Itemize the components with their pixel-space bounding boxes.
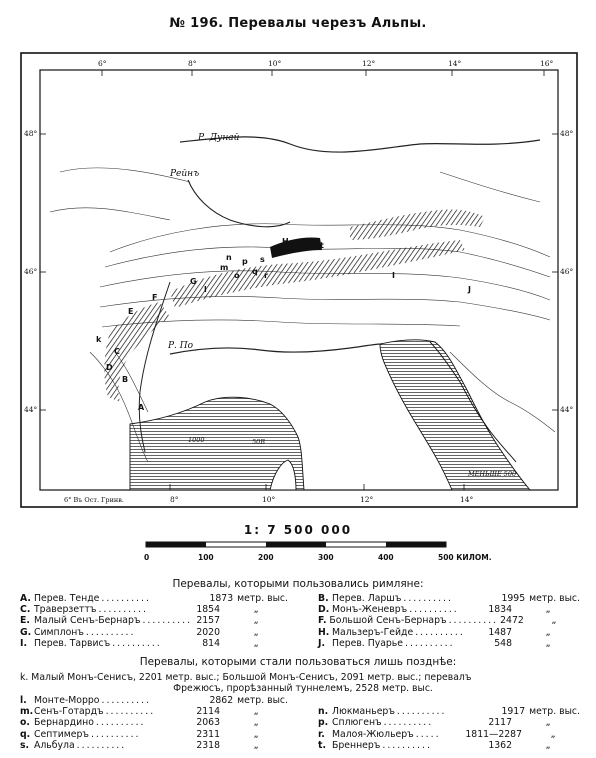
pass-letter-E: E xyxy=(128,307,134,316)
grid-bottom-2: 10° xyxy=(262,495,276,504)
pass-letter-B: B xyxy=(122,375,129,384)
scale-tick-300: 300 xyxy=(318,553,334,562)
grid-left-2: 44° xyxy=(24,405,38,414)
pass-letter-l: l xyxy=(204,285,207,294)
grid-right-1: 46° xyxy=(560,267,574,276)
list-item: l. Монте-Морро .......... 2862 метр. выс. xyxy=(20,695,288,706)
depth-label-1000: 1000 xyxy=(188,436,205,444)
list-item: r. Малоя-Жюльеръ ..... 1811—2287 „ xyxy=(318,728,556,740)
river-label-rhine: Рейнъ xyxy=(170,169,200,179)
pass-letter-r: r xyxy=(264,271,268,280)
grid-bottom-4: 14° xyxy=(460,495,474,504)
list-item: A. Перев. Тенде .......... 1873 метр. выс. xyxy=(20,593,288,604)
list-item: E. Малый Сенъ-Бернаръ .......... 2157 „ xyxy=(20,615,259,627)
pass-letter-H: H xyxy=(282,237,289,246)
section1-left-list xyxy=(20,593,288,649)
grid-bottom-3: 12° xyxy=(360,495,374,504)
list-item: t. Бреннеръ .......... 1362 „ xyxy=(318,739,551,751)
note-line-1: k. Малый Монъ-Сенисъ, 2201 метр. выс.; Большой Монъ-Сенисъ, 2091 метр. выс.; перевалъ xyxy=(20,672,472,683)
pass-letter-I: I xyxy=(392,271,395,280)
list-item: D. Монъ-Женевръ .......... 1834 „ xyxy=(318,604,551,616)
list-item: C. Траверзеттъ .......... 1854 „ xyxy=(20,604,259,616)
section2-note xyxy=(20,672,586,694)
list-item: o. Бернардино .......... 2063 „ xyxy=(20,717,259,729)
list-item: m. Сенъ-Готардъ .......... 2114 „ xyxy=(20,706,259,718)
alps-map xyxy=(20,52,578,508)
grid-right-0: 48° xyxy=(560,129,574,138)
scale-tick-500: 500 КИЛОМ. xyxy=(438,553,492,562)
list-item: J. Перев. Пуарье .......... 548 „ xyxy=(318,637,551,649)
section1-right-list xyxy=(318,593,580,649)
list-item: F. Большой Сенъ-Бернаръ .......... 2472 „ xyxy=(318,615,557,627)
list-item: B. Перев. Ларшъ .......... 1995 метр. выс. xyxy=(318,593,580,604)
river-label-po: Р. По xyxy=(168,341,194,351)
pass-letter-p: p xyxy=(242,257,248,266)
scale-ratio: 1: 7 500 000 xyxy=(243,523,353,537)
scale-bar xyxy=(138,538,498,572)
pass-letter-n: n xyxy=(226,253,232,262)
grid-top-2: 10° xyxy=(268,59,282,68)
depth-label-less-500: МЕНЬШЕ 500 xyxy=(468,470,517,478)
scale-tick-0: 0 xyxy=(144,553,150,562)
section2-left-list xyxy=(20,695,288,751)
pass-letter-k: k xyxy=(96,335,102,344)
pass-letter-m: m xyxy=(220,263,229,272)
pass-letter-A: A xyxy=(138,403,145,412)
grid-top-3: 12° xyxy=(362,59,376,68)
list-item: q. Септимеръ .......... 2311 „ xyxy=(20,728,259,740)
pass-letter-q: q xyxy=(252,267,258,276)
section2-title: Перевалы, которыми стали пользоваться лишь позднѣе: xyxy=(139,656,457,668)
pass-letter-s: s xyxy=(260,255,265,264)
river-label-danube: Р. Дунай xyxy=(198,133,240,143)
list-item xyxy=(318,695,580,706)
grid-bottom-1: 8° xyxy=(170,495,179,504)
pass-letter-D: D xyxy=(106,363,113,372)
list-item: s. Альбула .......... 2318 „ xyxy=(20,739,259,751)
list-item: n. Люкманьеръ .......... 1917 метр. выс. xyxy=(318,706,580,718)
pass-letter-J: J xyxy=(468,285,471,294)
grid-left-1: 46° xyxy=(24,267,38,276)
list-item: p. Сплюгенъ .......... 2117 „ xyxy=(318,717,551,729)
section2-right-list xyxy=(318,695,580,751)
grid-top-4: 14° xyxy=(448,59,462,68)
list-item: H. Мальзеръ-Гейде .......... 1487 „ xyxy=(318,626,551,638)
grid-top-0: 6° xyxy=(98,59,107,68)
grid-top-5: 16° xyxy=(540,59,554,68)
section1-title: Перевалы, которыми пользовались римляне: xyxy=(172,578,424,590)
scale-tick-200: 200 xyxy=(258,553,274,562)
pass-letter-o: o xyxy=(234,271,240,280)
grid-top-1: 8° xyxy=(188,59,197,68)
grid-right-2: 44° xyxy=(560,405,574,414)
page-title: № 196. Перевалы черезъ Альпы. xyxy=(169,16,427,31)
list-item: I. Перев. Тарвисъ .......... 814 „ xyxy=(20,637,259,649)
grid-bottom-0: 6° Въ Ост. Гринв. xyxy=(64,496,124,504)
pass-letter-C: C xyxy=(114,347,120,356)
grid-left-0: 48° xyxy=(24,129,38,138)
scale-tick-400: 400 xyxy=(378,553,394,562)
list-item: G. Симплонъ .......... 2020 „ xyxy=(20,626,259,638)
pass-letter-t: t xyxy=(320,241,324,250)
note-line-2: Фрежюсъ, прорѣзанный туннелемъ, 2528 метр. выс. xyxy=(173,683,433,694)
depth-label-508: 50В xyxy=(252,438,266,446)
pass-letter-G: G xyxy=(190,277,197,286)
scale-tick-100: 100 xyxy=(198,553,214,562)
pass-letter-F: F xyxy=(152,293,158,302)
